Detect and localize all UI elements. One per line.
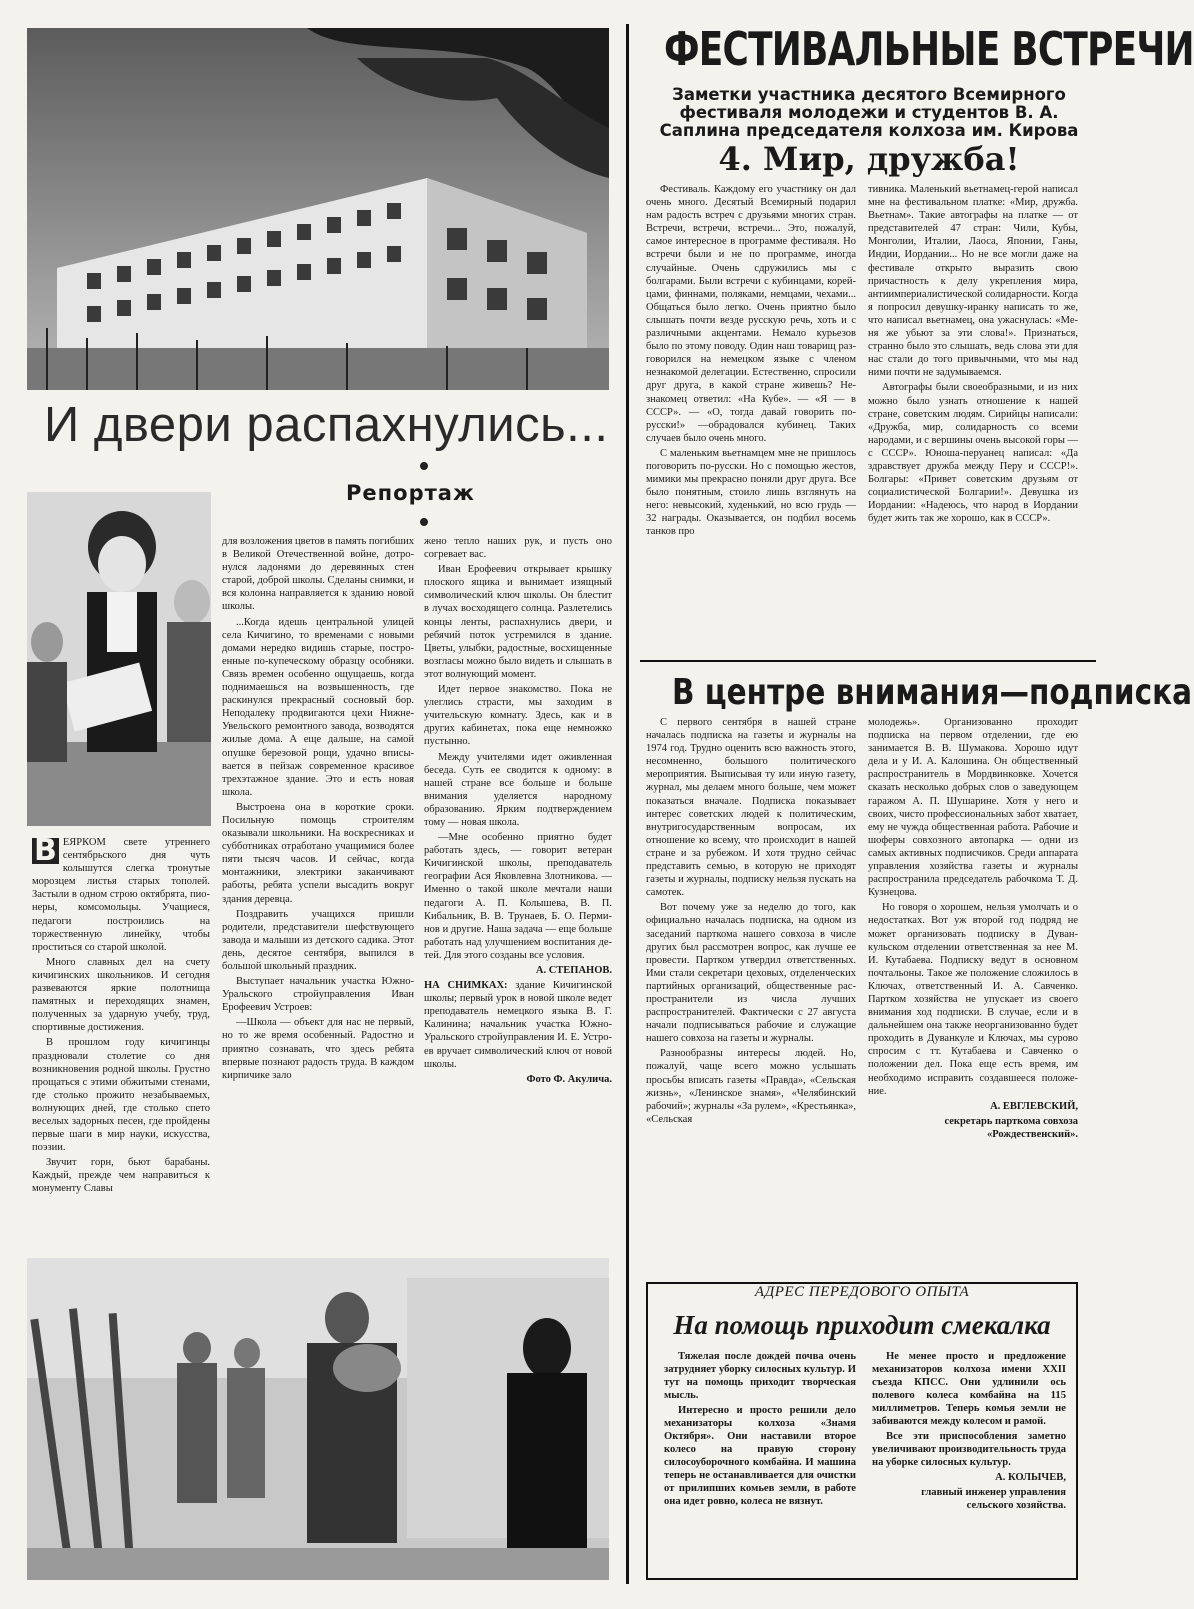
reportage-paragraph: для возложения цветов в память погибших в Великой Отечественной войне, дотронулся ладонями до деревянных стен старой, доброй школы. Сделаны снимки, и вся колонна направляется к зданию новой школы.	[222, 536, 414, 613]
reportage-paragraph: Звучит горн, бьют барабаны. Каждый, прежде чем направиться к монументу Славы	[32, 1157, 210, 1195]
photo-credit: Фото Ф. Акулича.	[526, 1073, 612, 1085]
box-column-2	[872, 1350, 1066, 1572]
box-kicker: АДРЕС ПЕРЕДОВОГО ОПЫТА	[754, 1284, 970, 1300]
festival-paragraph: тивника. Маленький вьетнамец-герой написал мне на фестивальном платке: «Мир, дружба. Вьетнам». Такие автографы на платке — от представителей 47 стран: Чили, Кубы, Монголии, Италии, Лаоса, Японии, Ганы, Индии, Иордании... Но не все могли даже на фестивале открыто выразить свою причастность к делу укрепления мира, антиимпериалистической солидарности. Когда я попросил девушку-иранку написать то же, что написал вьетнамец, она ужаснулась: «Меня же убьют за эти слова!». Признаться, странно было это слышать, ведь слова эти для нас стали до того привычными, что мы над ними почти не задумываемся.	[868, 184, 1078, 379]
subscription-paragraph: С первого сентября в нашей стране началась подписка на газеты и журналы на 1974 год. Трудно оценить всю важность этого, несомненно, большого политического мероприятия. Выписывая ту или иную газету, журнал, мы делаем много больше, чем может показаться вначале. Подписка показывает интерес советских людей к политическим, внутригосударственным вопросам, их отношение ко всему, что происходит в нашей стране и за рубежом. И хотя трудно сейчас представить семью, в которую не приходят газеты и журналы, подписку нельзя пускать на самотек.	[646, 717, 856, 899]
reportage-column-3	[424, 535, 612, 1256]
reportage-paragraph: Поздравить учащихся пришли родители, представители шефствующего завода и малыши из детского садика. Этот день, десятое сентября, выпился в большой школьный праздник.	[222, 908, 414, 972]
festival-title: ФЕСТИВАЛЬНЫЕ ВСТРЕЧИ	[664, 22, 1194, 76]
reportage-paragraph: В ЕЯРКОМ свете утреннего сентябрьского дня чуть колышутся слегка тронутые морозцем листья старых тополей. Застыли в одном строю октябрята, пионеры, комсомольцы. Учащиеся, педагоги построились на торжественную линейку, чтобы проститься со старой школой.	[32, 833, 210, 953]
reportage-paragraph: Много славных дел на счету кичигинских школьников. И сегодня развеваются яркие полотнища памятных и переходящих знамен, полученных за ударную учебу, труд, спортивные достижения.	[32, 956, 210, 1034]
festival-column-2	[868, 183, 1078, 653]
teacher-lesson-photo	[27, 492, 211, 826]
box-paragraph: Интересно и просто решили дело механизаторы колхоза «Знамя Октября». Они наставили второе колесо на правую сторону силосоуборочного комбайна. И машина теперь не останавливается для очистки от прилипших комьев земли, в работе она идет ровно, колеса не вязнут.	[664, 1405, 856, 1507]
school-building-photo	[27, 28, 609, 390]
reportage-paragraph: Иван Ерофеевич открывает крышку плоского ящика и вынимает изящный символический ключ школы. Он блестит в лучах восходящего солнца. Разлетелись концы ленты, распахнулись двери, и ребячий поток устремился в здание. Цветы, улыбки, радостные, восхищенные возгласы можно было видеть и слышать в этот волнующий момент.	[424, 564, 612, 680]
box-paragraph: Все эти приспособления заметно увеличивают производительность труда на уборке силосных культур.	[872, 1431, 1066, 1468]
reportage-column-2	[222, 535, 414, 1256]
reportage-paragraph: Между учителями идет оживленная беседа. Суть ее сводится к одному: в нашей стране все больше и больше внимания уделяется народному образованию. Ярким подтверждением тому — новая школа.	[424, 751, 612, 828]
subscription-paragraph: Вот почему уже за неделю до того, как официально началась подписка, на одном из заседаний парткома нашего совхоза в числе других был рассмотрен вопрос, как лучше ее провести. Партком утвердил ответственных. Ими стали секретари цеховых, отделенческих партийных организаций, общественные распространители из числа лучших распространителей. Фактически с 27 августа начали подписываться рабочие и служащие нашего совхоза на газеты и журналы.	[646, 902, 856, 1045]
festival-column-1	[646, 183, 856, 653]
section-divider	[640, 660, 1096, 662]
ornament-dot	[420, 462, 428, 470]
box-title: На помощь приходит смекалка	[673, 1310, 1051, 1340]
reportage-paragraph: Идет первое знакомство. Пока не улеглись страсти, мы заходим в учительскую комнату. Здесь, как и в других кабинетах, пока еще немножко пустынно.	[424, 684, 612, 748]
subscription-column-2	[868, 716, 1078, 1276]
subscription-paragraph: Разнообразны интересы людей. Но, пожалуй, чаще всего можно услышать просьбы вписать газеты «Правда», «Сельская жизнь», «Ленинское знамя», «Челябинский рабочий»; журналы «За рулем», «Крестьянка», «Сельская	[646, 1048, 856, 1125]
festival-paragraph: С маленьким вьетнамцем мне не пришлось поговорить по-русски. Но с помощью жестов, мимики мы прекрасно поняли друг друга. Все было понятным, стоило лишь взглянуть на него: невысокий, худенький, но всю грудь — 32 награды. Оказывается, он подбил восемь танков про	[646, 447, 856, 538]
box-paragraph: Не менее просто и предложение механизаторов колхоза имени XXII съезда КПСС. Они удлинили ось полевого колеса комбайна на 115 миллиметров. Теперь комья земли не забиваются между колесом и рамой.	[872, 1351, 1066, 1427]
reportage-paragraph: —Школа — объект для нас не первый, но то же время особенный. Радостно и приятно сознавать, что здесь ребята впервые познают радость труда. В каждом кирпичике зало	[222, 1017, 414, 1081]
subscription-paragraph: молодежь». Организованно проходит подписка на первом отделении, где ею занимается В. В. Шумакова. Хорошо идут дела и у И. А. Калошина. Он общественный распространитель в Мордвинковке. Хочется сказать несколько добрых слов о заведующем гаражом А. П. Шушарине. Хотя у него и своих, чисто профессиональных забот хватает, ему не чужда общественная работа. Рабочие и шоферы совхозного автопарка — одни из самых активных подписчиков. Среди аппарата управления хозяйства газеты и журналы распространила председатель рабочкома Т. Д. Кузнецова.	[868, 717, 1078, 899]
subscription-author: А. ЕВГЛЕВСКИЙ,	[990, 1100, 1078, 1112]
reportage-paragraph: В прошлом году кичигинцы праздновали столетие со дня возникновения родной школы. Грустно прощаться с этими обжитыми стенами, где столько прожито незабываемых, волнующих дней, где столько спето веселых задорных песен, где пройдены первые шаги в мир науки, искусства, поэзии.	[32, 1037, 210, 1154]
reportage-column-1	[32, 833, 210, 1256]
festival-paragraph: Автографы были своеобразными, и из них можно было узнать отношение к нашей стране, советским людям. Сирийцы написали: «Дружба, мир, солидарность со всеми народами, и с вершины очень высокой горы — с СССР». Юноша-перуанец написал: «Да здравствует дружба между Перу и СССР!». Болгары: «Привет советским друзьям от социалистической Болгарии!». Девушка из Иордании: «Надеюсь, что народ в Иордании будет жить так же хорошо, как в СССР».	[868, 382, 1078, 525]
box-column-1	[664, 1350, 856, 1570]
reportage-author: А. СТЕПАНОВ.	[535, 965, 612, 976]
headline-main: И двери распахнулись...	[44, 398, 609, 452]
box-paragraph: Тяжелая после дождей почва очень затрудняет уборку силосных культур. И тут на помощь приходит творческая мысль.	[664, 1351, 856, 1401]
box-author: А. КОЛЫЧЕВ,	[995, 1472, 1066, 1483]
box-author-role: главный инженер управления сельского хозяйства.	[921, 1487, 1066, 1511]
reportage-paragraph: —Мне особенно приятно будет работать здесь, — говорит ветеран Кичигинской школы, преподаватель географии Ася Яковлевна Злотникова. — Именно о такой школе мечтали наши педагоги А. П. Колышева, В. П. Кибальник, В. В. Трунаев, Б. О. Перминов и другие. Наша задача — еще больше работать над улучшением воспитания детей. Для этого созданы все условия.	[424, 832, 612, 961]
subscription-author-role: секретарь парткома совхоза «Рождественский».	[944, 1115, 1078, 1140]
festival-part-heading: 4. Мир, дружба!	[718, 140, 1020, 178]
festival-paragraph: Фестиваль. Каждому его участнику он дал очень много. Десятый Всемирный подарил нам радость встреч с друзьями многих стран. Встречи, встречи, встречи... Это, пожалуй, самое интересное в программе фестиваля. Но встречи были и не по программе, иногда случайные. Очень сдружились мы с болгарами. Были встречи с кубинцами, корейцами, финнами, поляками, немцами, чехами... Общаться было легко. Очень приятно было слышать почти везде русскую речь, хоть и с различными акцентами. Немало курьезов было по этому поводу. Один наш товарищ разговорился на немецком языке с членом незнакомой делегации. Естественно, спросили друг друга, в какой стране живешь? Незнакомец ответил: «На Кубе». — «Я — в СССР». — «О, тогда давай говорить по-русски!» —обрадовался кубинец. Таких случаев было очень много.	[646, 184, 856, 444]
rubric-label: Репортаж	[346, 481, 475, 505]
subscription-title: В центре внимания—подписка	[672, 672, 1193, 713]
reportage-paragraph: Выступает начальник участка Южно-Уральского стройуправления Иван Ерофеевич Устроев:	[222, 976, 414, 1014]
reportage-paragraph: ...Когда идешь центральной улицей села Кичигино, то временами с новыми домами нередко видишь старые, построенные по-купеческому образцу особняки. Связь времен особенно ощущаешь, когда поднимаешься на возвышенность, где раскинулся прекрасный сосновый бор. Неподалеку продвигаются цехи Нижне-Увельского ремонтного завода, возводятся жилые дома. А еще дальше, на самой опушке березовой рощи, удачно вписывается в пейзаж современное красивое трехэтажное здание. Это и есть новая школа.	[222, 616, 414, 798]
festival-subtitle: Заметки участника десятого Всемирного фестиваля молодежи и студентов В. А. Саплина председателя колхоза им. Кирова	[659, 85, 1079, 140]
subscription-column-1	[646, 716, 856, 1276]
ornament-dot	[420, 518, 428, 526]
reportage-paragraph: Выстроена она в короткие сроки. Посильную помощь строителям оказывали школьники. На воскресниках и субботниках отработано учащимися более пяти тысяч часов. И сейчас, когда монтажники, электрики заканчивают работы, ребята успели высадить вокруг здания деревца.	[222, 801, 414, 905]
subscription-paragraph: Но говоря о хорошем, нельзя умолчать и о недостатках. Вот уж второй год подряд не может организовать подписку в Дуванкульском отделении ответственная за нее М. И. Кутабаева. Подписку ведут в основном почтальоны. Такое же положение сложилось в Ключах, ответственный И. А. Савченко. Партком хозяйства не упускает из своего внимания ход подписки. В случае, если и в дальнейшем она также неорганизованно будет проходить в Дуванкуле и Ключах, мы сурово спросим с тт. Кутабаева и Савченко о положении дел. Пока еще есть время, им необходимо исправить создавшееся положение.	[868, 902, 1078, 1097]
reportage-paragraph: жено тепло наших рук, и пусть оно согревает вас.	[424, 536, 612, 561]
photo-caption: НА СНИМКАХ: здание Кичигинской школы; первый урок в новой школе ведет преподаватель немецкого языка В. Г. Калинина; начальник участка Южно-Уральского стройуправления И. Е. Устроев вручает символический ключ от новой школы.	[424, 980, 612, 1070]
key-ceremony-photo	[27, 1258, 609, 1580]
column-divider	[626, 24, 629, 1584]
dropcap-letter: В	[34, 833, 57, 868]
